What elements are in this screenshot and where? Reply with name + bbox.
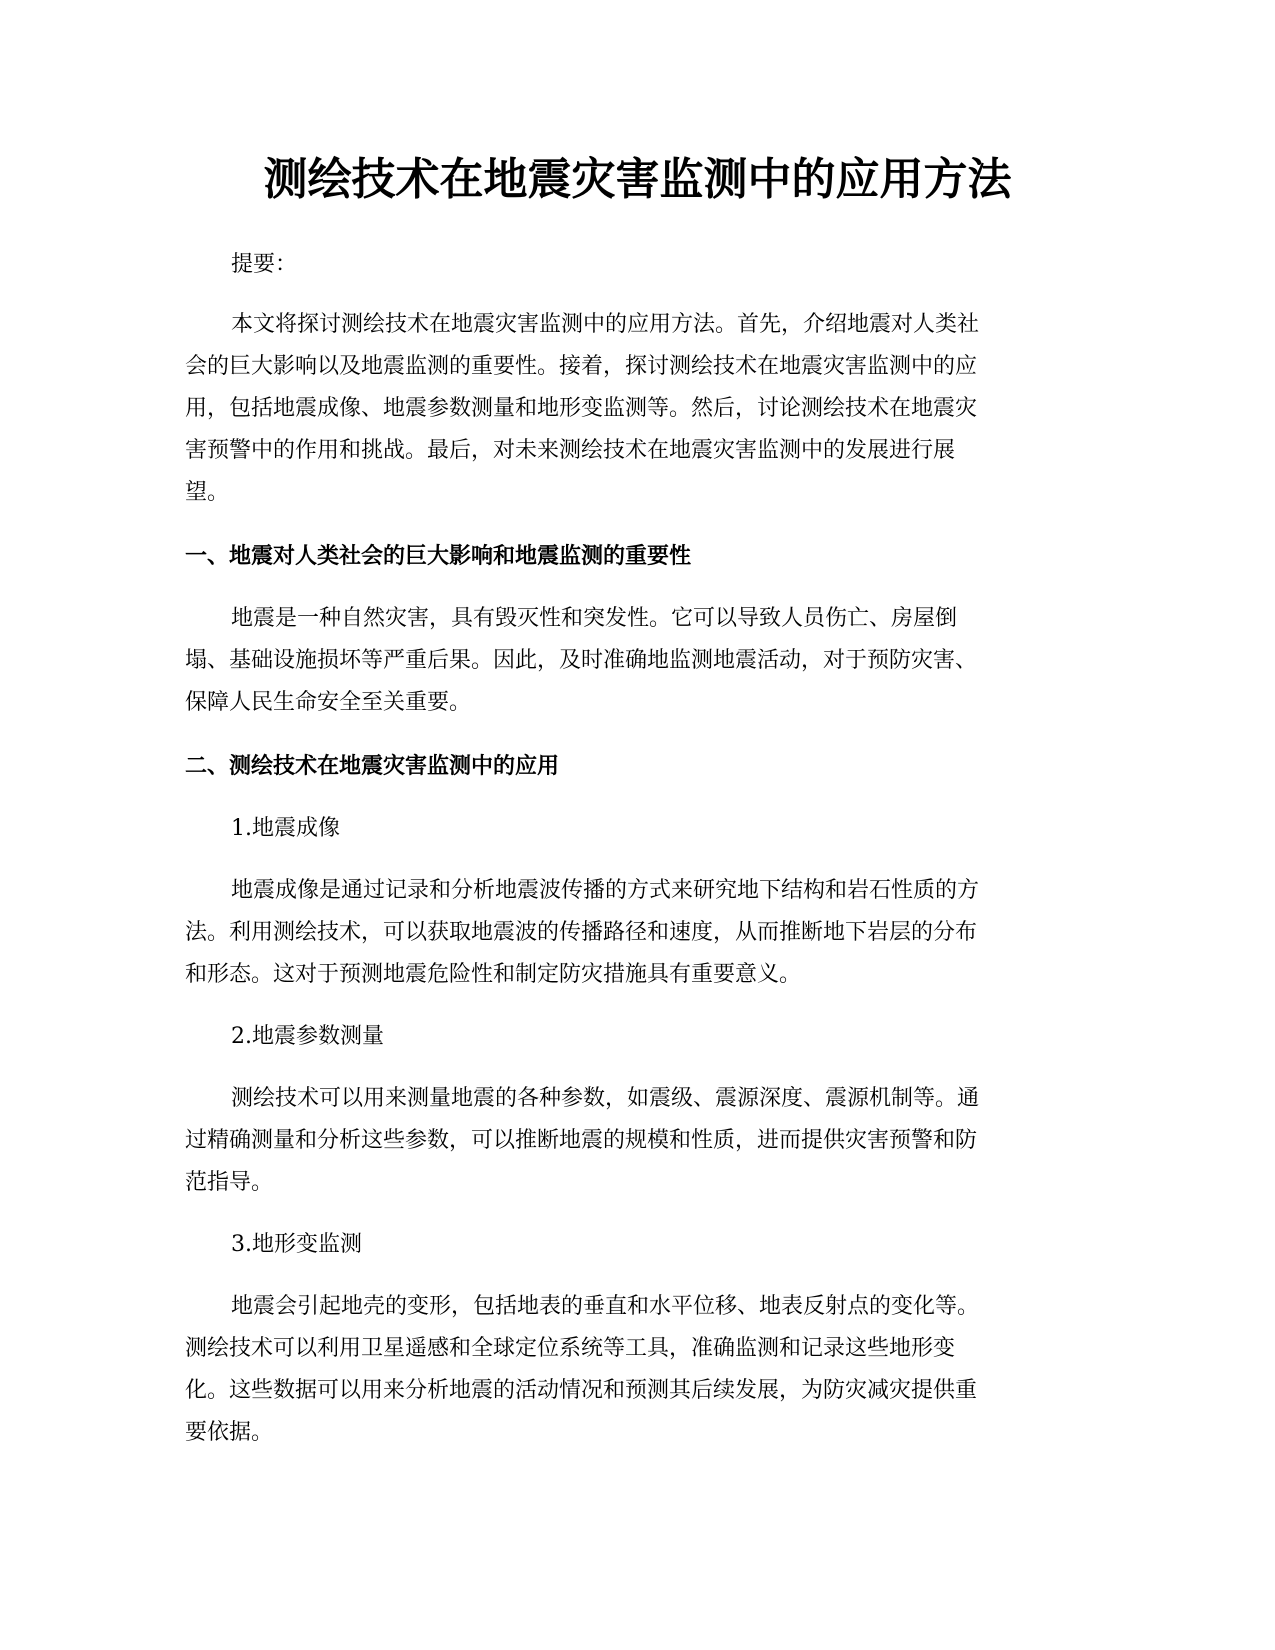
document-title: 测绘技术在地震灾害监测中的应用方法 <box>263 154 1012 205</box>
abstract-line: 本文将探讨测绘技术在地震灾害监测中的应用方法。首先，介绍地震对人类社 <box>231 312 980 337</box>
subsection-1-line: 和形态。这对于预测地震危险性和制定防灾措施具有重要意义。 <box>185 962 802 987</box>
subsection-2-paragraph <box>185 1078 1090 1204</box>
subsection-3-line: 要依据。 <box>185 1420 274 1445</box>
subsection-2-line: 过精确测量和分析这些参数，可以推断地震的规模和性质，进而提供灾害预警和防 <box>185 1128 978 1153</box>
subsection-3-line: 化。这些数据可以用来分析地震的活动情况和预测其后续发展，为防灾减灾提供重 <box>185 1378 978 1403</box>
section-2-heading: 二、测绘技术在地震灾害监测中的应用 <box>185 754 560 779</box>
subsection-1-line: 法。利用测绘技术，可以获取地震波的传播路径和速度，从而推断地下岩层的分布 <box>185 920 978 945</box>
abstract-line: 望。 <box>185 480 230 505</box>
subsection-1-heading: 1.地震成像 <box>231 816 340 841</box>
abstract-line: 会的巨大影响以及地震监测的重要性。接着，探讨测绘技术在地震灾害监测中的应 <box>185 354 978 379</box>
subsection-3-paragraph <box>185 1286 1090 1454</box>
subsection-1-line: 地震成像是通过记录和分析地震波传播的方式来研究地下结构和岩石性质的方 <box>231 878 980 903</box>
subsection-2-heading: 2.地震参数测量 <box>231 1024 384 1049</box>
subsection-2-line: 范指导。 <box>185 1170 274 1195</box>
section-1-line: 地震是一种自然灾害，具有毁灭性和突发性。它可以导致人员伤亡、房屋倒 <box>231 606 958 631</box>
abstract-line: 害预警中的作用和挑战。最后，对未来测绘技术在地震灾害监测中的发展进行展 <box>185 438 956 463</box>
section-1-heading: 一、地震对人类社会的巨大影响和地震监测的重要性 <box>185 544 692 569</box>
abstract-line: 用，包括地震成像、地震参数测量和地形变监测等。然后，讨论测绘技术在地震灾 <box>185 396 978 421</box>
section-1-line: 塌、基础设施损坏等严重后果。因此，及时准确地监测地震活动，对于预防灾害、 <box>185 648 978 673</box>
subsection-1-paragraph <box>185 870 1090 996</box>
abstract-paragraph <box>185 304 1090 514</box>
abstract-label: 提要： <box>231 252 298 277</box>
document-page <box>185 0 1090 1454</box>
subsection-3-line: 地震会引起地壳的变形，包括地表的垂直和水平位移、地表反射点的变化等。 <box>231 1294 980 1319</box>
section-1-paragraph <box>185 598 1090 724</box>
section-1-line: 保障人民生命安全至关重要。 <box>185 690 472 715</box>
subsection-2-line: 测绘技术可以用来测量地震的各种参数，如震级、震源深度、震源机制等。通 <box>231 1086 980 1111</box>
subsection-3-line: 测绘技术可以利用卫星遥感和全球定位系统等工具，准确监测和记录这些地形变 <box>185 1336 956 1361</box>
subsection-3-heading: 3.地形变监测 <box>231 1232 362 1257</box>
